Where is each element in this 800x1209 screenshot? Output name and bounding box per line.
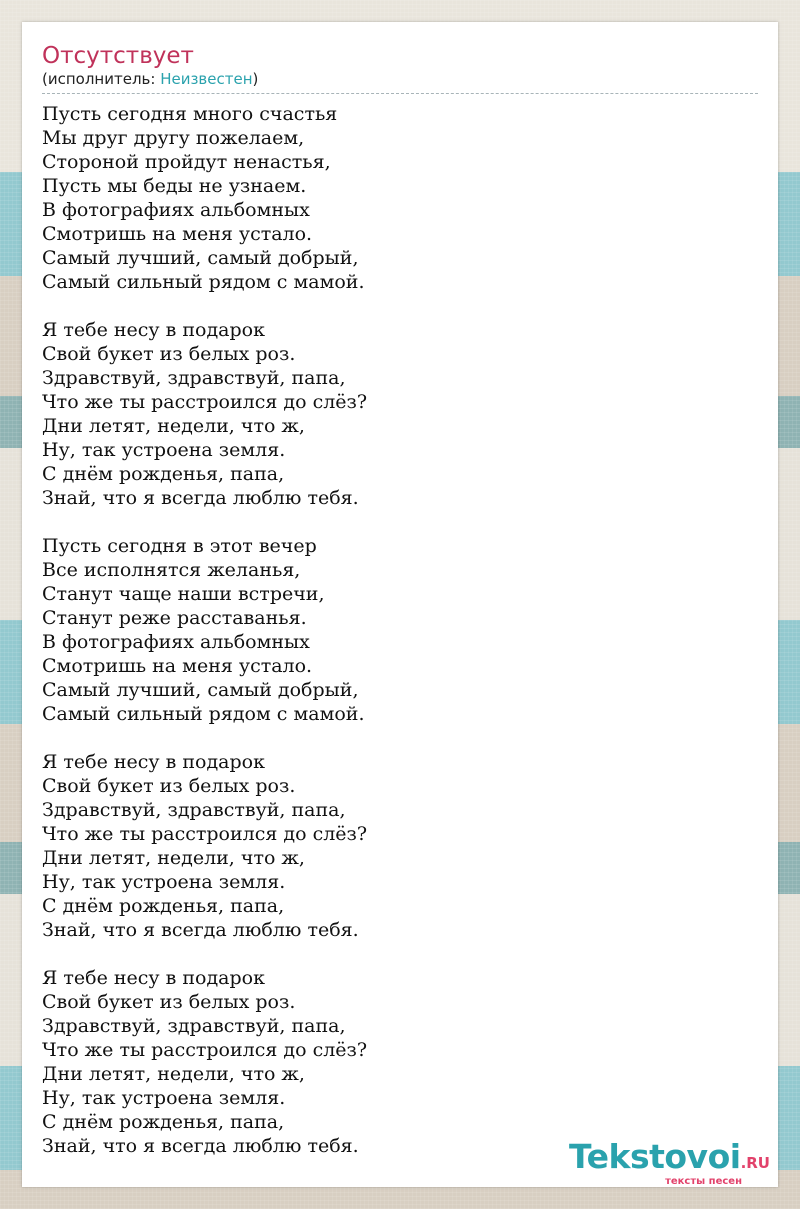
lyric-line: Здравствуй, здравствуй, папа, xyxy=(42,799,346,821)
lyric-line: Смотришь на меня устало. xyxy=(42,655,313,677)
lyric-line: Станут реже расставанья. xyxy=(42,607,307,629)
lyric-line: Свой букет из белых роз. xyxy=(42,991,296,1013)
lyric-line: Я тебе несу в подарок xyxy=(42,751,265,773)
lyric-line: Что же ты расстроился до слёз? xyxy=(42,391,368,413)
lyrics-stanza xyxy=(42,318,758,510)
song-title: Отсутствует xyxy=(42,43,194,69)
lyric-line: Я тебе несу в подарок xyxy=(42,319,265,341)
lyric-line: Что же ты расстроился до слёз? xyxy=(42,823,368,845)
lyric-line: Пусть сегодня много счастья xyxy=(42,103,338,125)
artist-suffix: ) xyxy=(252,70,259,88)
lyric-line: Пусть сегодня в этот вечер xyxy=(42,535,317,557)
logo-tld: .RU xyxy=(740,1154,770,1172)
lyrics-stanza xyxy=(42,534,758,726)
lyric-line: Дни летят, недели, что ж, xyxy=(42,847,305,869)
lyric-line: Свой букет из белых роз. xyxy=(42,343,296,365)
lyrics-stanza xyxy=(42,966,758,1158)
logo-tagline: тексты песен xyxy=(665,1176,742,1187)
lyric-line: Станут чаще наши встречи, xyxy=(42,583,325,605)
lyric-line: В фотографиях альбомных xyxy=(42,199,310,221)
lyrics-stanza xyxy=(42,102,758,294)
lyric-line: Самый лучший, самый добрый, xyxy=(42,679,359,701)
lyrics-card xyxy=(22,22,778,1187)
artist-link[interactable]: Неизвестен xyxy=(160,70,253,88)
logo-name: Tekstovoi xyxy=(569,1137,741,1176)
artist-prefix: (исполнитель: xyxy=(42,70,161,88)
lyric-line: Я тебе несу в подарок xyxy=(42,967,265,989)
lyric-line: Ну, так устроена земля. xyxy=(42,1087,286,1109)
lyric-line: Дни летят, недели, что ж, xyxy=(42,415,305,437)
lyrics-text xyxy=(42,102,758,1158)
lyric-line: Самый сильный рядом с мамой. xyxy=(42,703,365,725)
artist-line xyxy=(42,70,758,94)
lyric-line: С днём рожденья, папа, xyxy=(42,463,285,485)
site-logo[interactable] xyxy=(560,1139,770,1187)
logo-wordmark xyxy=(560,1139,770,1181)
lyric-line: Самый сильный рядом с мамой. xyxy=(42,271,365,293)
lyric-line: С днём рожденья, папа, xyxy=(42,1111,285,1133)
lyric-line: Самый лучший, самый добрый, xyxy=(42,247,359,269)
lyric-line: Здравствуй, здравствуй, папа, xyxy=(42,1015,346,1037)
lyric-line: Здравствуй, здравствуй, папа, xyxy=(42,367,346,389)
lyric-line: Дни летят, недели, что ж, xyxy=(42,1063,305,1085)
lyric-line: Что же ты расстроился до слёз? xyxy=(42,1039,368,1061)
lyric-line: Мы друг другу пожелаем, xyxy=(42,127,305,149)
lyric-line: Все исполнятся желанья, xyxy=(42,559,301,581)
lyric-line: Стороной пройдут ненастья, xyxy=(42,151,331,173)
lyric-line: Знай, что я всегда люблю тебя. xyxy=(42,919,359,941)
lyric-line: Смотришь на меня устало. xyxy=(42,223,313,245)
lyrics-stanza xyxy=(42,750,758,942)
lyric-line: Ну, так устроена земля. xyxy=(42,439,286,461)
lyric-line: Знай, что я всегда люблю тебя. xyxy=(42,1135,359,1157)
lyric-line: С днём рожденья, папа, xyxy=(42,895,285,917)
lyric-line: Знай, что я всегда люблю тебя. xyxy=(42,487,359,509)
lyric-line: Ну, так устроена земля. xyxy=(42,871,286,893)
lyric-line: Свой букет из белых роз. xyxy=(42,775,296,797)
lyric-line: Пусть мы беды не узнаем. xyxy=(42,175,307,197)
lyric-line: В фотографиях альбомных xyxy=(42,631,310,653)
